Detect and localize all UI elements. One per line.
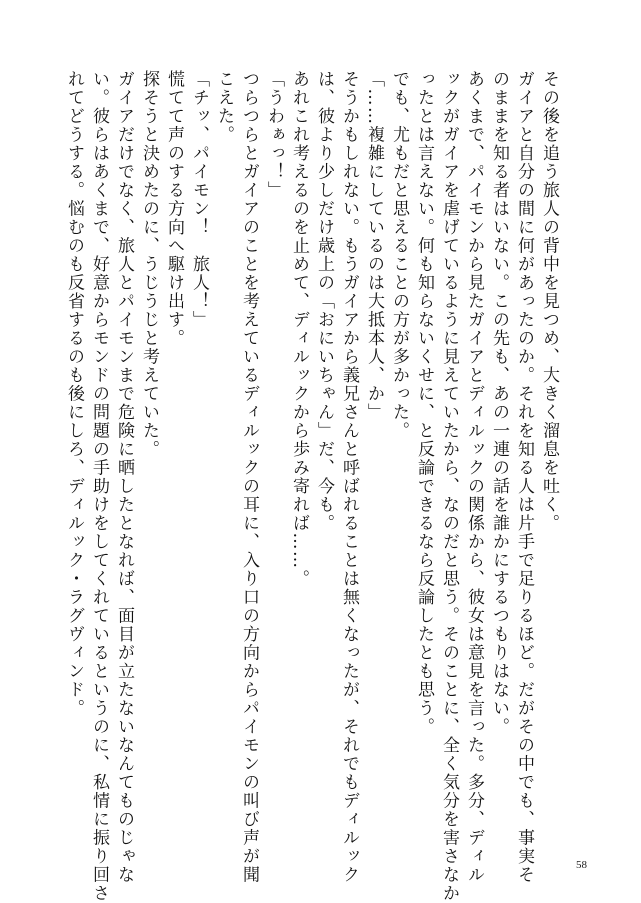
text-line: い。彼らはあくまで、好意からモンドの問題の手助けをしてくれているというのに、私情に振り回さ (89, 70, 109, 903)
text-line: こえた。 (214, 70, 234, 144)
text-line: ったとは言えない。何も知らないくせに、と反論できるなら反論したとも思う。 (414, 70, 434, 736)
vertical-text-body (61, 70, 561, 903)
text-line: 「チッ、パイモン！ 旅人！」 (189, 70, 209, 329)
text-line: その後を追う旅人の背中を見つめ、大きく溜息を吐く。 (539, 70, 559, 533)
text-line: つらつらとガイアのことを考えているディルックの耳に、入り口の方向からパイモンの叫び声が聞 (239, 70, 259, 884)
text-line: 慌てて声のする方向へ駆け出す。 (164, 70, 184, 348)
text-line: 「うわぁっ！」 (264, 70, 284, 200)
text-line: は、彼より少しだけ歳上の「おにいちゃん」だ、今も。 (314, 70, 334, 533)
text-line: ガイアと自分の間に何があったのか。それを知る人は片手で足りるほど。だがその中でも、事実そ (514, 70, 534, 884)
text-line: 探そうと決めたのに、うじうじと考えていた。 (139, 70, 159, 459)
text-line: あれこれ考えるのを止めて、ディルックから歩み寄れば……。 (289, 70, 309, 588)
text-line: 「……複雑にしているのは大抵本人、か」 (364, 70, 384, 422)
text-line: あくまで、パイモンから見たガイアとディルックの関係から、彼女は意見を言った。多分、ディル (464, 70, 484, 884)
text-line: でも、尤もだと思えることの方が多かった。 (389, 70, 409, 440)
text-line: れてどうする。悩むのも反省するのも後にしろ、ディルック・ラグヴィンド。 (64, 70, 84, 718)
text-line: そうかもしれない。もうガイアから義兄さんと呼ばれることは無くなったが、それでもディルック (339, 70, 359, 884)
text-line: ックがガイアを虐げているように見えていたから、なのだと思う。そのことに、全く気分を害さなか (439, 70, 459, 903)
text-line: ガイアだけでなく、旅人とパイモンまで危険に晒したとなれば、面目が立たないなんてものじゃな (114, 70, 134, 884)
text-line: のままを知る者はいない。この先も、あの一連の話を誰かにするつもりはない。 (489, 70, 509, 736)
page-number: 58 (576, 859, 587, 871)
